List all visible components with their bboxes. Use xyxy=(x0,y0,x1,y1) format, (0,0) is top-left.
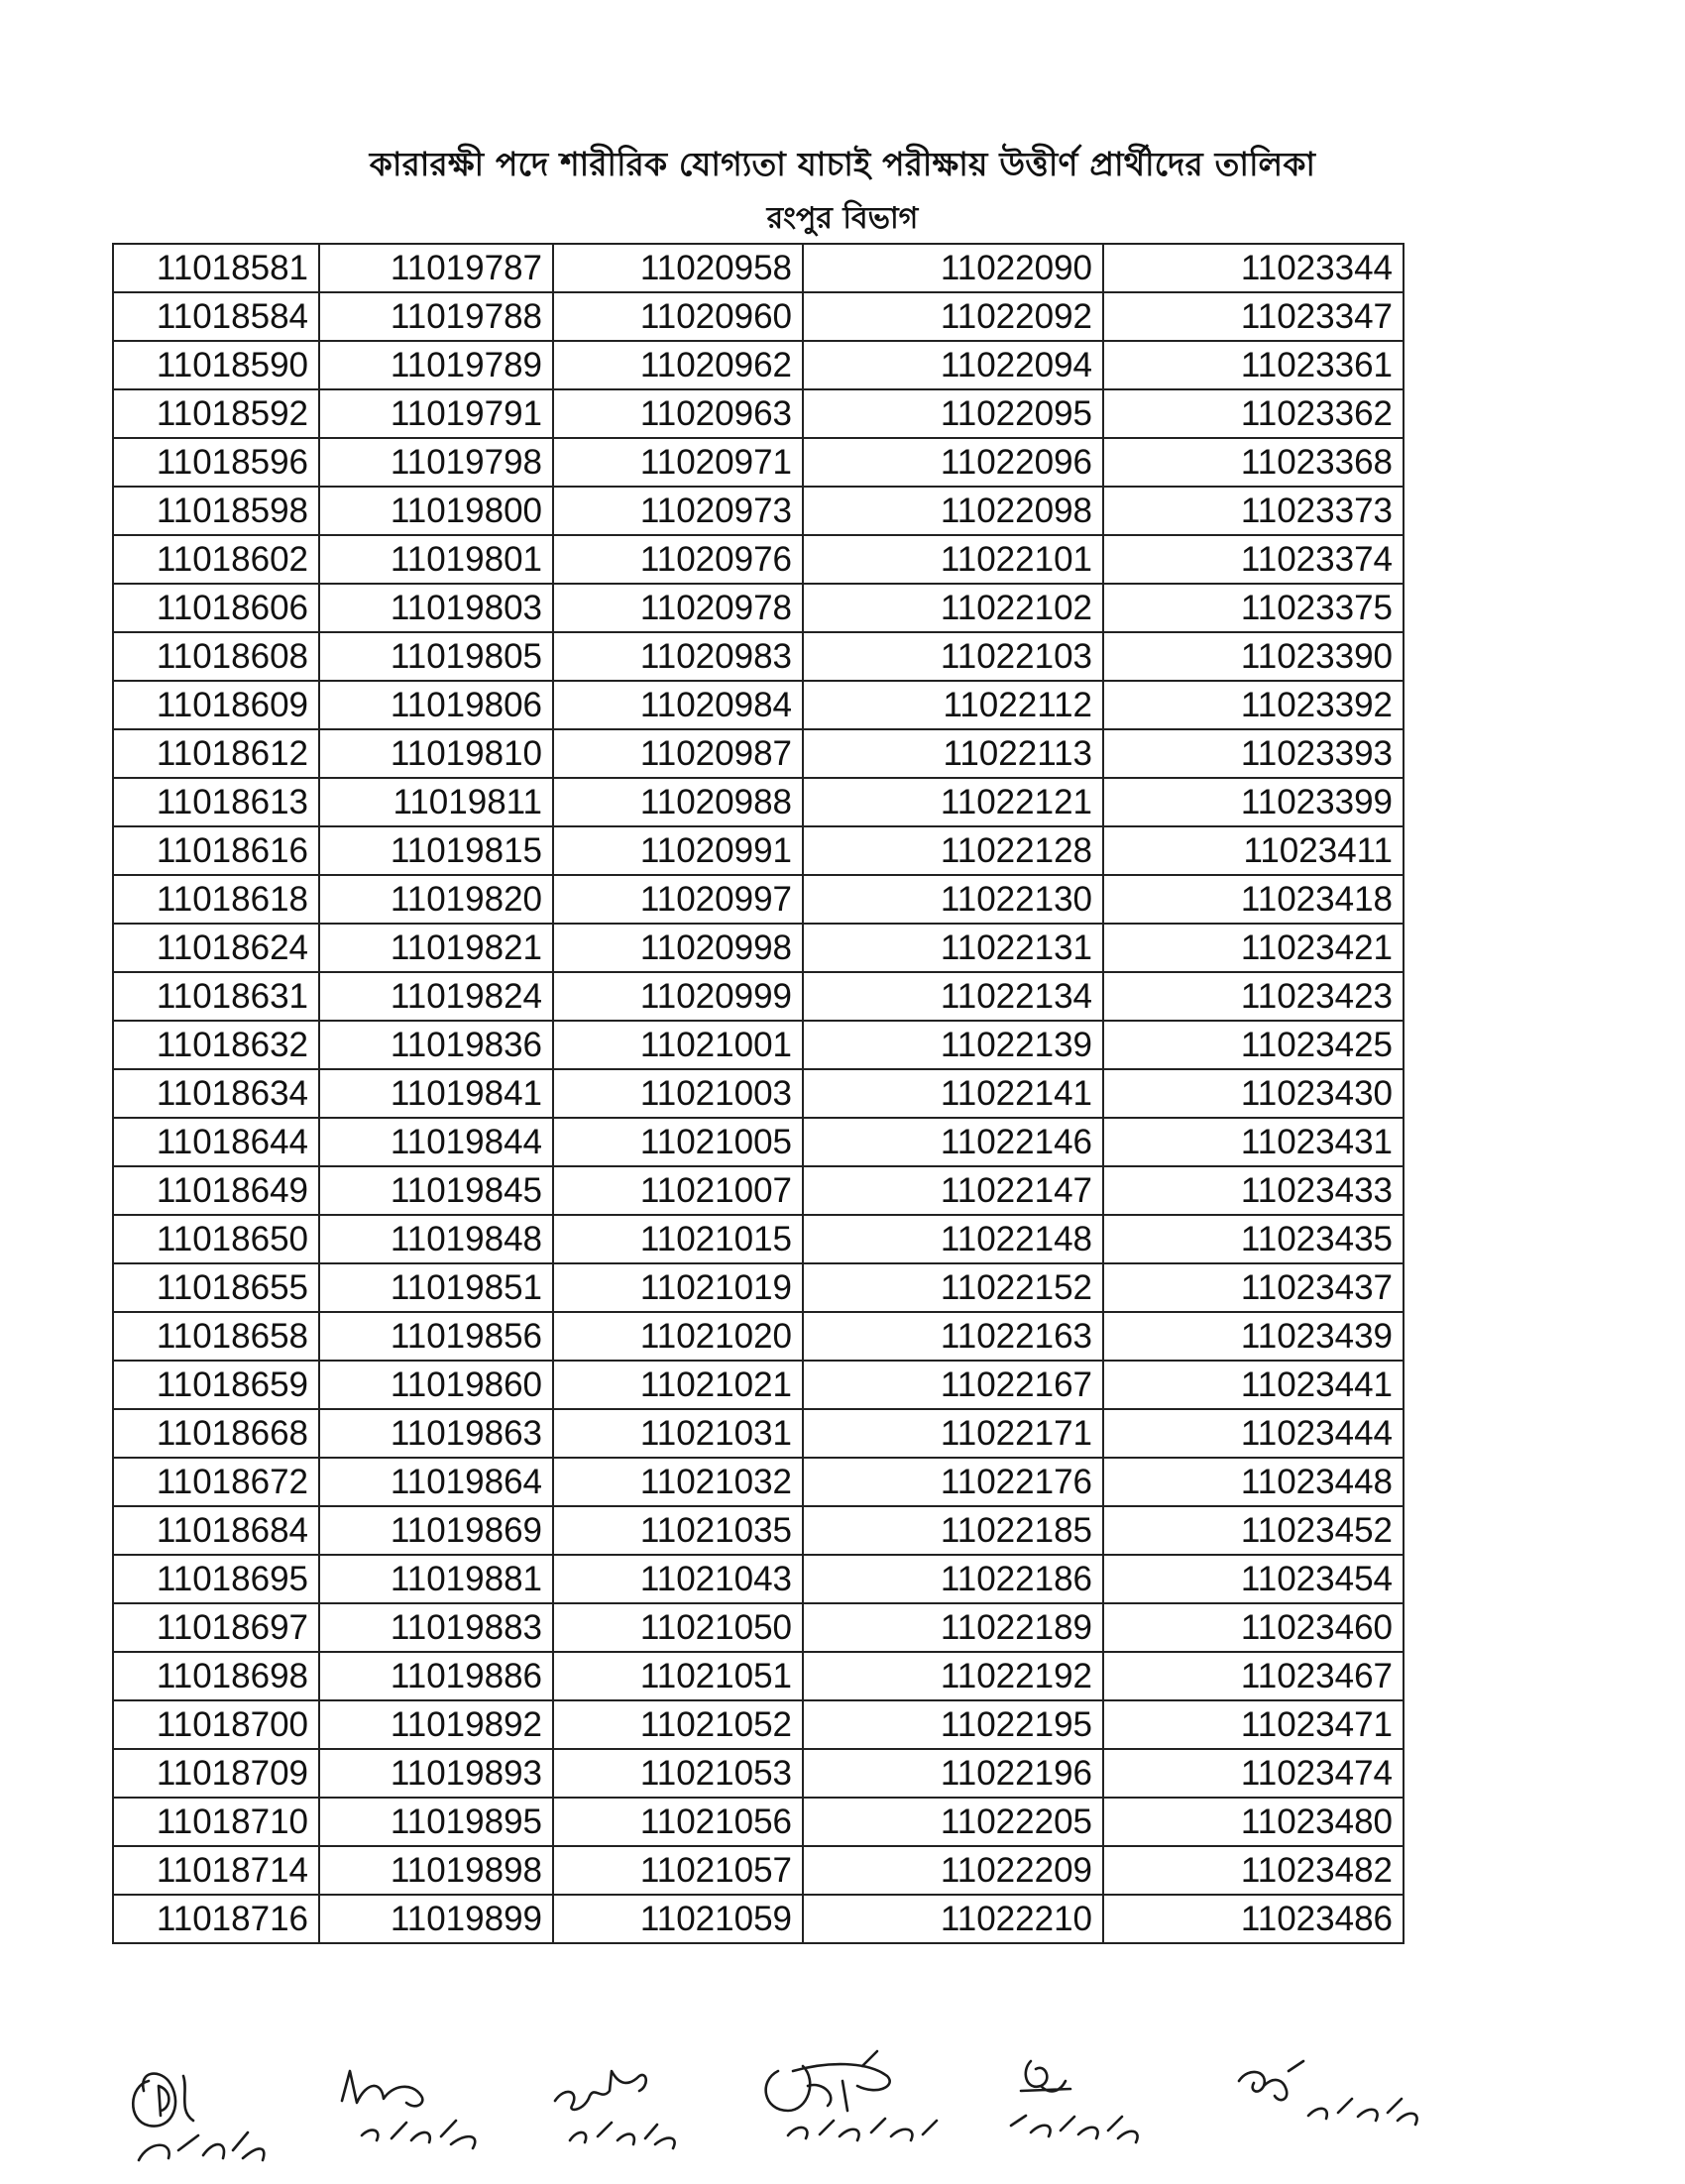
table-row xyxy=(113,1409,1404,1458)
table-row xyxy=(113,1263,1404,1312)
roll-number-cell: 11018609 xyxy=(113,681,319,729)
roll-number-cell: 11022096 xyxy=(803,438,1103,487)
roll-number-cell: 11019789 xyxy=(319,341,553,389)
roll-number-cell: 11019800 xyxy=(319,487,553,535)
roll-number-cell: 11018644 xyxy=(113,1118,319,1166)
roll-number-cell: 11023361 xyxy=(1103,341,1404,389)
roll-number-cell: 11021005 xyxy=(553,1118,803,1166)
table-row xyxy=(113,389,1404,438)
roll-number-cell: 11018714 xyxy=(113,1846,319,1895)
roll-number-cell: 11019798 xyxy=(319,438,553,487)
roll-number-cell: 11022186 xyxy=(803,1555,1103,1603)
table-row xyxy=(113,1166,1404,1215)
roll-number-cell: 11019824 xyxy=(319,972,553,1021)
roll-number-cell: 11021032 xyxy=(553,1458,803,1506)
table-row xyxy=(113,1312,1404,1361)
table-row xyxy=(113,1458,1404,1506)
roll-number-cell: 11019801 xyxy=(319,535,553,584)
roll-number-cell: 11018634 xyxy=(113,1069,319,1118)
roll-number-cell: 11019869 xyxy=(319,1506,553,1555)
roll-number-cell: 11020976 xyxy=(553,535,803,584)
roll-number-cell: 11023374 xyxy=(1103,535,1404,584)
roll-number-cell: 11023375 xyxy=(1103,584,1404,632)
table-row xyxy=(113,1603,1404,1652)
signature-3 xyxy=(540,2041,719,2184)
roll-number-cell: 11023441 xyxy=(1103,1361,1404,1409)
roll-number-cell: 11021031 xyxy=(553,1409,803,1458)
table-row xyxy=(113,1506,1404,1555)
roll-number-cell: 11019892 xyxy=(319,1700,553,1749)
table-row xyxy=(113,1069,1404,1118)
roll-number-cell: 11021053 xyxy=(553,1749,803,1798)
roll-number-cell: 11023431 xyxy=(1103,1118,1404,1166)
roll-number-cell: 11018581 xyxy=(113,244,319,292)
table-row xyxy=(113,681,1404,729)
roll-number-cell: 11019803 xyxy=(319,584,553,632)
roll-number-cell: 11018658 xyxy=(113,1312,319,1361)
table-row xyxy=(113,244,1404,292)
table-row xyxy=(113,1021,1404,1069)
roll-number-cell: 11022130 xyxy=(803,875,1103,924)
table-row xyxy=(113,1798,1404,1846)
roll-number-cell: 11022195 xyxy=(803,1700,1103,1749)
roll-number-cell: 11023421 xyxy=(1103,924,1404,972)
roll-number-cell: 11021051 xyxy=(553,1652,803,1700)
roll-number-cell: 11023411 xyxy=(1103,826,1404,875)
roll-number-cell: 11019851 xyxy=(319,1263,553,1312)
roll-number-cell: 11019845 xyxy=(319,1166,553,1215)
roll-number-cell: 11023435 xyxy=(1103,1215,1404,1263)
roll-number-cell: 11022139 xyxy=(803,1021,1103,1069)
roll-number-cell: 11018716 xyxy=(113,1895,319,1943)
table-row xyxy=(113,1361,1404,1409)
roll-number-cell: 11022176 xyxy=(803,1458,1103,1506)
roll-number-cell: 11019787 xyxy=(319,244,553,292)
roll-number-cell: 11020984 xyxy=(553,681,803,729)
signature-5 xyxy=(991,2041,1170,2184)
roll-number-cell: 11018709 xyxy=(113,1749,319,1798)
roll-number-cell: 11023454 xyxy=(1103,1555,1404,1603)
roll-number-cell: 11018596 xyxy=(113,438,319,487)
signature-2 xyxy=(322,2041,520,2184)
roll-number-cell: 11019899 xyxy=(319,1895,553,1943)
roll-number-cell: 11022103 xyxy=(803,632,1103,681)
roll-number-cell: 11019856 xyxy=(319,1312,553,1361)
roll-number-cell: 11018602 xyxy=(113,535,319,584)
roll-number-cell: 11020973 xyxy=(553,487,803,535)
roll-number-cell: 11019791 xyxy=(319,389,553,438)
roll-number-cell: 11023471 xyxy=(1103,1700,1404,1749)
roll-number-cell: 11023448 xyxy=(1103,1458,1404,1506)
roll-number-cell: 11020997 xyxy=(553,875,803,924)
roll-number-cell: 11020999 xyxy=(553,972,803,1021)
roll-number-cell: 11021059 xyxy=(553,1895,803,1943)
roll-number-cell: 11019881 xyxy=(319,1555,553,1603)
table-row xyxy=(113,729,1404,778)
roll-number-cell: 11018590 xyxy=(113,341,319,389)
roll-number-cell: 11019806 xyxy=(319,681,553,729)
roll-number-cell: 11023444 xyxy=(1103,1409,1404,1458)
roll-number-cell: 11018616 xyxy=(113,826,319,875)
roll-number-cell: 11022131 xyxy=(803,924,1103,972)
roll-number-cell: 11022163 xyxy=(803,1312,1103,1361)
table-row xyxy=(113,924,1404,972)
roll-number-cell: 11019841 xyxy=(319,1069,553,1118)
roll-number-cell: 11019864 xyxy=(319,1458,553,1506)
roll-number-cell: 11018632 xyxy=(113,1021,319,1069)
roll-number-cell: 11023439 xyxy=(1103,1312,1404,1361)
table-row xyxy=(113,632,1404,681)
roll-number-cell: 11018698 xyxy=(113,1652,319,1700)
roll-number-cell: 11018650 xyxy=(113,1215,319,1263)
roll-number-cell: 11023362 xyxy=(1103,389,1404,438)
roll-number-cell: 11018606 xyxy=(113,584,319,632)
roll-number-cell: 11019815 xyxy=(319,826,553,875)
roll-number-cell: 11020991 xyxy=(553,826,803,875)
roll-number-cell: 11022192 xyxy=(803,1652,1103,1700)
table-row xyxy=(113,1846,1404,1895)
page-title: কারারক্ষী পদে শারীরিক যোগ্যতা যাচাই পরীক্ষায় উত্তীর্ণ প্রার্থীদের তালিকা xyxy=(369,145,1316,183)
roll-number-cell: 11023390 xyxy=(1103,632,1404,681)
roll-number-cell: 11019844 xyxy=(319,1118,553,1166)
table-row xyxy=(113,1700,1404,1749)
roll-number-cell: 11018684 xyxy=(113,1506,319,1555)
roll-number-cell: 11019821 xyxy=(319,924,553,972)
roll-number-cell: 11023486 xyxy=(1103,1895,1404,1943)
roll-number-cell: 11018608 xyxy=(113,632,319,681)
roll-number-cell: 11023392 xyxy=(1103,681,1404,729)
roll-number-cell: 11023344 xyxy=(1103,244,1404,292)
roll-number-cell: 11022098 xyxy=(803,487,1103,535)
roll-number-cell: 11022128 xyxy=(803,826,1103,875)
roll-number-cell: 11019848 xyxy=(319,1215,553,1263)
roll-number-cell: 11022101 xyxy=(803,535,1103,584)
roll-number-cell: 11022095 xyxy=(803,389,1103,438)
table-row xyxy=(113,487,1404,535)
roll-number-cell: 11020962 xyxy=(553,341,803,389)
roll-number-cell: 11022092 xyxy=(803,292,1103,341)
roll-number-cell: 11018700 xyxy=(113,1700,319,1749)
roll-number-cell: 11018584 xyxy=(113,292,319,341)
table-row xyxy=(113,341,1404,389)
roll-number-cell: 11020988 xyxy=(553,778,803,826)
table-row xyxy=(113,778,1404,826)
signature-row xyxy=(109,2041,1437,2180)
roll-number-cell: 11022147 xyxy=(803,1166,1103,1215)
roll-number-cell: 11023393 xyxy=(1103,729,1404,778)
roll-number-cell: 11018659 xyxy=(113,1361,319,1409)
roll-number-cell: 11023430 xyxy=(1103,1069,1404,1118)
roll-number-table-body xyxy=(113,244,1404,1943)
roll-number-cell: 11020998 xyxy=(553,924,803,972)
roll-number-cell: 11022205 xyxy=(803,1798,1103,1846)
roll-number-cell: 11020958 xyxy=(553,244,803,292)
roll-number-cell: 11023437 xyxy=(1103,1263,1404,1312)
roll-number-cell: 11022185 xyxy=(803,1506,1103,1555)
signature-6 xyxy=(1209,2041,1437,2184)
roll-number-cell: 11018631 xyxy=(113,972,319,1021)
roll-number-cell: 11022094 xyxy=(803,341,1103,389)
roll-number-cell: 11023368 xyxy=(1103,438,1404,487)
roll-number-cell: 11022141 xyxy=(803,1069,1103,1118)
roll-number-cell: 11018592 xyxy=(113,389,319,438)
roll-number-cell: 11022102 xyxy=(803,584,1103,632)
roll-number-cell: 11022171 xyxy=(803,1409,1103,1458)
table-row xyxy=(113,826,1404,875)
table-row xyxy=(113,1118,1404,1166)
table-row xyxy=(113,438,1404,487)
roll-number-cell: 11018655 xyxy=(113,1263,319,1312)
signature-4 xyxy=(748,2041,976,2184)
roll-number-cell: 11022090 xyxy=(803,244,1103,292)
roll-number-cell: 11021052 xyxy=(553,1700,803,1749)
roll-number-cell: 11023399 xyxy=(1103,778,1404,826)
roll-number-cell: 11021050 xyxy=(553,1603,803,1652)
roll-number-cell: 11022113 xyxy=(803,729,1103,778)
roll-number-cell: 11018612 xyxy=(113,729,319,778)
roll-number-cell: 11021043 xyxy=(553,1555,803,1603)
table-row xyxy=(113,1749,1404,1798)
roll-number-cell: 11021007 xyxy=(553,1166,803,1215)
roll-number-cell: 11021035 xyxy=(553,1506,803,1555)
roll-number-cell: 11018613 xyxy=(113,778,319,826)
roll-number-cell: 11018618 xyxy=(113,875,319,924)
roll-number-cell: 11022189 xyxy=(803,1603,1103,1652)
roll-number-cell: 11022148 xyxy=(803,1215,1103,1263)
roll-number-cell: 11020971 xyxy=(553,438,803,487)
roll-number-cell: 11019788 xyxy=(319,292,553,341)
roll-number-cell: 11021021 xyxy=(553,1361,803,1409)
signature-1 xyxy=(119,2041,297,2184)
roll-number-cell: 11023425 xyxy=(1103,1021,1404,1069)
roll-number-cell: 11021020 xyxy=(553,1312,803,1361)
roll-number-cell: 11023433 xyxy=(1103,1166,1404,1215)
roll-number-cell: 11022112 xyxy=(803,681,1103,729)
roll-number-cell: 11018624 xyxy=(113,924,319,972)
roll-number-cell: 11020960 xyxy=(553,292,803,341)
roll-number-cell: 11019811 xyxy=(319,778,553,826)
roll-number-cell: 11022134 xyxy=(803,972,1103,1021)
roll-number-cell: 11019805 xyxy=(319,632,553,681)
roll-number-cell: 11022152 xyxy=(803,1263,1103,1312)
table-row xyxy=(113,875,1404,924)
roll-number-cell: 11020978 xyxy=(553,584,803,632)
roll-number-cell: 11022210 xyxy=(803,1895,1103,1943)
roll-number-cell: 11019886 xyxy=(319,1652,553,1700)
table-row xyxy=(113,1652,1404,1700)
roll-number-cell: 11019836 xyxy=(319,1021,553,1069)
roll-number-cell: 11023480 xyxy=(1103,1798,1404,1846)
roll-number-cell: 11021056 xyxy=(553,1798,803,1846)
roll-number-cell: 11021057 xyxy=(553,1846,803,1895)
roll-number-cell: 11019810 xyxy=(319,729,553,778)
roll-number-cell: 11020963 xyxy=(553,389,803,438)
roll-number-cell: 11018649 xyxy=(113,1166,319,1215)
roll-number-cell: 11022121 xyxy=(803,778,1103,826)
roll-number-cell: 11023423 xyxy=(1103,972,1404,1021)
roll-number-cell: 11019820 xyxy=(319,875,553,924)
roll-number-cell: 11019863 xyxy=(319,1409,553,1458)
division-subtitle: রংপুর বিভাগ xyxy=(766,201,919,236)
roll-number-cell: 11021003 xyxy=(553,1069,803,1118)
roll-number-cell: 11023347 xyxy=(1103,292,1404,341)
table-row xyxy=(113,584,1404,632)
roll-number-cell: 11023452 xyxy=(1103,1506,1404,1555)
roll-number-cell: 11019883 xyxy=(319,1603,553,1652)
table-row xyxy=(113,535,1404,584)
roll-number-cell: 11021001 xyxy=(553,1021,803,1069)
roll-number-cell: 11023460 xyxy=(1103,1603,1404,1652)
roll-number-cell: 11018710 xyxy=(113,1798,319,1846)
roll-number-cell: 11022146 xyxy=(803,1118,1103,1166)
roll-number-cell: 11019895 xyxy=(319,1798,553,1846)
roll-number-cell: 11020983 xyxy=(553,632,803,681)
table-row xyxy=(113,292,1404,341)
roll-number-cell: 11019893 xyxy=(319,1749,553,1798)
roll-number-cell: 11023418 xyxy=(1103,875,1404,924)
roll-number-cell: 11022196 xyxy=(803,1749,1103,1798)
table-row xyxy=(113,1895,1404,1943)
roll-number-cell: 11018695 xyxy=(113,1555,319,1603)
roll-number-cell: 11023373 xyxy=(1103,487,1404,535)
roll-number-cell: 11023467 xyxy=(1103,1652,1404,1700)
roll-number-cell: 11021019 xyxy=(553,1263,803,1312)
roll-number-cell: 11018668 xyxy=(113,1409,319,1458)
roll-number-cell: 11018672 xyxy=(113,1458,319,1506)
roll-number-cell: 11019860 xyxy=(319,1361,553,1409)
roll-number-cell: 11019898 xyxy=(319,1846,553,1895)
table-row xyxy=(113,1555,1404,1603)
roll-number-cell: 11021015 xyxy=(553,1215,803,1263)
roll-number-cell: 11018598 xyxy=(113,487,319,535)
roll-number-cell: 11022209 xyxy=(803,1846,1103,1895)
roll-number-cell: 11018697 xyxy=(113,1603,319,1652)
table-row xyxy=(113,972,1404,1021)
roll-number-cell: 11020987 xyxy=(553,729,803,778)
roll-number-cell: 11023482 xyxy=(1103,1846,1404,1895)
roll-number-cell: 11022167 xyxy=(803,1361,1103,1409)
roll-number-table xyxy=(112,243,1404,1944)
table-row xyxy=(113,1215,1404,1263)
roll-number-cell: 11023474 xyxy=(1103,1749,1404,1798)
